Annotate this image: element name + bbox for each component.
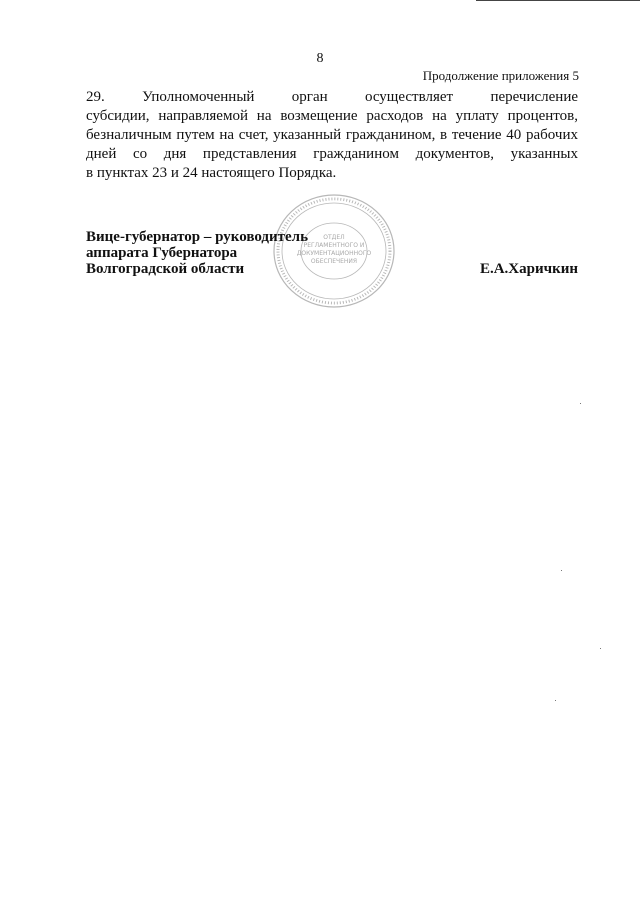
top-edge-rule (476, 0, 640, 1)
appendix-continuation-note: Продолжение приложения 5 (422, 68, 579, 83)
scan-speck (580, 403, 581, 404)
stamp-text-line: ОБЕСПЕЧЕНИЯ (310, 258, 358, 265)
scan-speck (561, 570, 562, 571)
scan-speck (555, 700, 556, 701)
paragraph-line: безналичным путем на счет, указанный гражданином, в течение 40 рабочих (86, 127, 578, 143)
stamp-text-line: ДОКУМЕНТАЦИОННОГО (296, 250, 372, 257)
signer-name: Е.А.Харичкин (479, 261, 578, 277)
signer-position-line: Волгоградской области (86, 261, 245, 277)
clause-29-paragraph (86, 88, 578, 183)
signer-position-line: аппарата Губернатора (86, 245, 238, 261)
paragraph-line: дней со дня представления гражданином документов, указанных (86, 146, 578, 162)
stamp-text-line: РЕГЛАМЕНТНОГО И (303, 242, 365, 249)
scan-speck (600, 648, 601, 649)
signer-position-line: Вице-губернатор – руководитель (86, 229, 309, 245)
signer-position (86, 229, 308, 277)
paragraph-line: в пунктах 23 и 24 настоящего Порядка. (86, 165, 337, 181)
paragraph-line: субсидии, направляемой на возмещение расходов на уплату процентов, (86, 108, 578, 124)
page-number: 8 (316, 51, 324, 66)
stamp-text-line: ОТДЕЛ (323, 234, 345, 241)
paragraph-line: 29. Уполномоченный орган осуществляет перечисление (86, 89, 578, 105)
